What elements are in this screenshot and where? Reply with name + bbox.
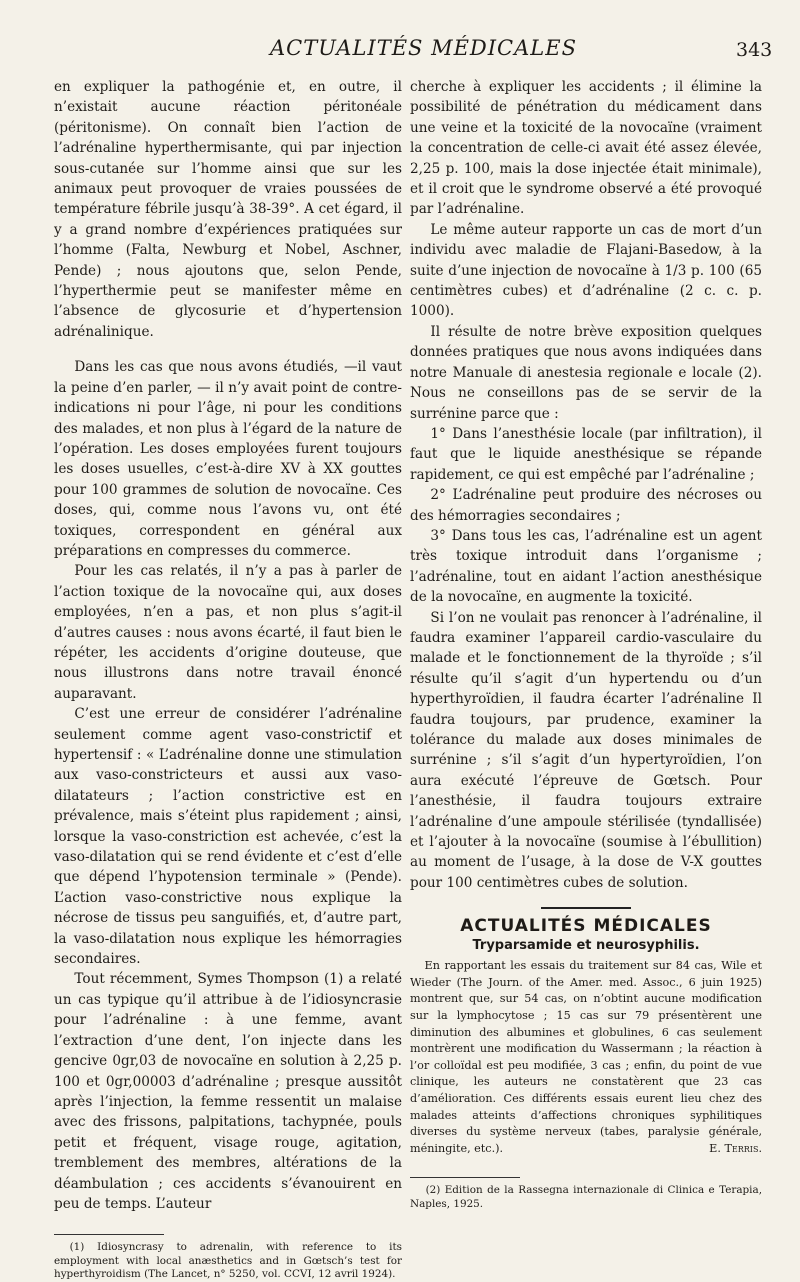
paragraph: C’est une erreur de considérer l’adrénaline seulement comme agent vaso-constrictif et hypertensif : « L’adrénaline donne une stimulation aux vaso-constricteurs et aussi aux vaso-dilatateurs ; l’action constrictive est en prévalence, mais s’éteint plus rapidement ; ainsi, lorsque la vaso-constriction est achevée, c’est la vaso-dilatation qui se rend évidente et c’est d’elle que dépend l’hypotension terminale » (Pende). L’action vaso-constrictive nous explique la nécrose de tissus peu sanguifiés, et, d’autre part, la vaso-dilatation nous explique les hémorragies secondaires.	[54, 706, 402, 968]
right-column	[410, 77, 762, 1211]
footnote-divider	[410, 1177, 520, 1178]
footnote-divider	[54, 1234, 164, 1235]
article-text	[410, 958, 762, 1157]
footnote: (1) Idiosyncrasy to adrenalin, with reference to its employment with local anæsthetics and in Gœtsch’s test for hyperthyroidism (The Lancet, n° 5250, vol. CCVI, 12 avril 1924).	[54, 1241, 402, 1281]
running-title: ACTUALITÉS MÉDICALES	[270, 36, 577, 60]
page-number: 343	[736, 39, 773, 61]
paragraph: 3° Dans tous les cas, l’adrénaline est un agent très toxique introduit dans l’organisme ; l’adrénaline, tout en aidant l’action anesthésique de la novocaïne, en augmente la toxicité.	[410, 527, 762, 606]
paragraph: Tout récemment, Symes Thompson (1) a relaté un cas typique qu’il attribue à de l’idiosyncrasie pour l’adrénaline : à une femme, avant l’extraction d’une dent, l’on injecte dans les gencive 0gr,03 de novocaïne en solution à 2,25 p. 100 et 0gr,00003 d’adrénaline ; presque aussitôt après l’injection, la femme ressentit un malaise avec des frissons, palpitations, tachypnée, pouls petit et fréquent, visage rouge, agitation, tremblement des membres, altérations de la déambulation ; ces accidents s’évanouirent en peu de temps. L’auteur	[54, 971, 402, 1212]
paragraph: en expliquer la pathogénie et, en outre, il n’existait aucune réaction péritonéale (péritonisme). On connaît bien l’action de l’adrénaline hyperthermisante, qui par injection sous-cutanée sur l’homme ainsi que sur les animaux peut provoquer de vraies poussées de température fébrile jusqu’à 38-39°. A cet égard, il y a grand nombre d’expériences pratiquées sur l’homme (Falta, Newburg et Nobel, Aschner, Pende) ; nous ajoutons que, selon Pende, l’hyperthermie peut se manifester même en l’absence de glycosurie et d’hypertension adrénalinique.	[54, 79, 402, 340]
paragraph: 1° Dans l’anesthésie locale (par infiltration), il faut que le liquide anesthésique se répande rapidement, ce qui est empêché par l’adrénaline ;	[410, 425, 762, 483]
running-head	[0, 36, 800, 66]
footnote: (2) Edition de la Rassegna internazionale di Clinica e Terapia, Naples, 1925.	[410, 1184, 762, 1210]
paragraph: cherche à expliquer les accidents ; il élimine la possibilité de pénétration du médicament dans une veine et la toxicité de la novocaïne (vraiment la concentration de celle-ci avait été assez élevée, 2,25 p. 100, mais la dose injectée était minimale), et il croit que le syndrome observé a été provoqué par l’adrénaline.	[410, 79, 762, 218]
left-column	[54, 77, 402, 1282]
author-signature: E. Terris.	[709, 1141, 762, 1155]
article-title: Tryparsamide et neurosyphilis.	[472, 938, 700, 954]
paragraph: Il résulte de notre brève exposition quelques données pratiques que nous avons indiquées dans notre Manuale di anestesia regionale e locale (2). Nous ne conseillons pas de se servir de la surrénine parce que :	[410, 323, 762, 422]
paragraph: 2° L’adrénaline peut produire des nécroses ou des hémorragies secondaires ;	[410, 487, 762, 524]
paragraph: Si l’on ne voulait pas renoncer à l’adrénaline, il faudra examiner l’appareil cardio-vasculaire du malade et le fonctionnement de la thyroïde ; s’il résulte qu’il s’agit d’un hypertendu ou d’un hyperthyroïdien, il faudra écarter l’adrénaline Il faudra toujours, par prudence, examiner la tolérance du malade aux doses minimales de surrénine ; s’il s’agit d’un hypertyroïdien, l’on aura exécuté l’épreuve de Gœtsch. Pour l’anesthésie, il faudra toujours extraire l’adrénaline d’une ampoule stérilisée (tyndallisée) et l’ajouter à la novocaïne (soumise à l’ébullition) au moment de l’usage, à la dose de V-X gouttes pour 100 centimètres cubes de solution.	[410, 609, 762, 891]
paragraph: Le même auteur rapporte un cas de mort d’un individu avec maladie de Flajani-Basedow, à la suite d’une injection de novocaïne à 1/3 p. 100 (65 centimètres cubes) et d’adrénaline (2 c. c. p. 1000).	[410, 221, 762, 320]
paragraph: Pour les cas relatés, il n’y a pas à parler de l’action toxique de la novocaïne qui, aux doses employées, n’en a pas, et non plus s’agit-il d’autres causes : nous avons écarté, il faut bien le répéter, les accidents d’origine douteuse, que nous illustrons dans notre travail énoncé auparavant.	[54, 563, 402, 702]
section-title: ACTUALITÉS MÉDICALES	[460, 916, 712, 937]
section-divider	[541, 907, 631, 909]
paragraph: Dans les cas que nous avons étudiés, —il vaut la peine d’en parler, — il n’y avait point de contre-indications ni pour l’âge, ni pour les conditions des malades, et non plus à l’égard de la nature de l’opération. Les doses employées furent toujours les doses usuelles, c’est-à-dire XV à XX gouttes pour 100 grammes de solution de novocaïne. Ces doses, qui, comme nous l’avons vu, ont été toxiques, correspondent en général aux préparations en compresses du commerce.	[54, 359, 402, 559]
article-paragraph: En rapportant les essais du traitement sur 84 cas, Wile et Wieder (The Journ. of the Amer. med. Assoc., 6 juin 1925) montrent que, sur 54 cas, on n’obtint aucune modification sur la lymphocytose ; 15 cas sur 79 présentèrent une diminution des albumines et globulines, 6 cas seulement montrèrent une modification du Wassermann ; la réaction à l’or colloïdal est peu modifiée, 3 cas ; enfin, du point de vue clinique, les auteurs ne constatèrent que 23 cas d’amélioration. Ces différents essais eurent lieu chez des malades atteints d’affections chroniques syphilitiques diverses du système nerveux (tabes, paralysie générale, méningite, etc.).	[410, 959, 762, 1155]
article-body	[410, 958, 762, 1157]
